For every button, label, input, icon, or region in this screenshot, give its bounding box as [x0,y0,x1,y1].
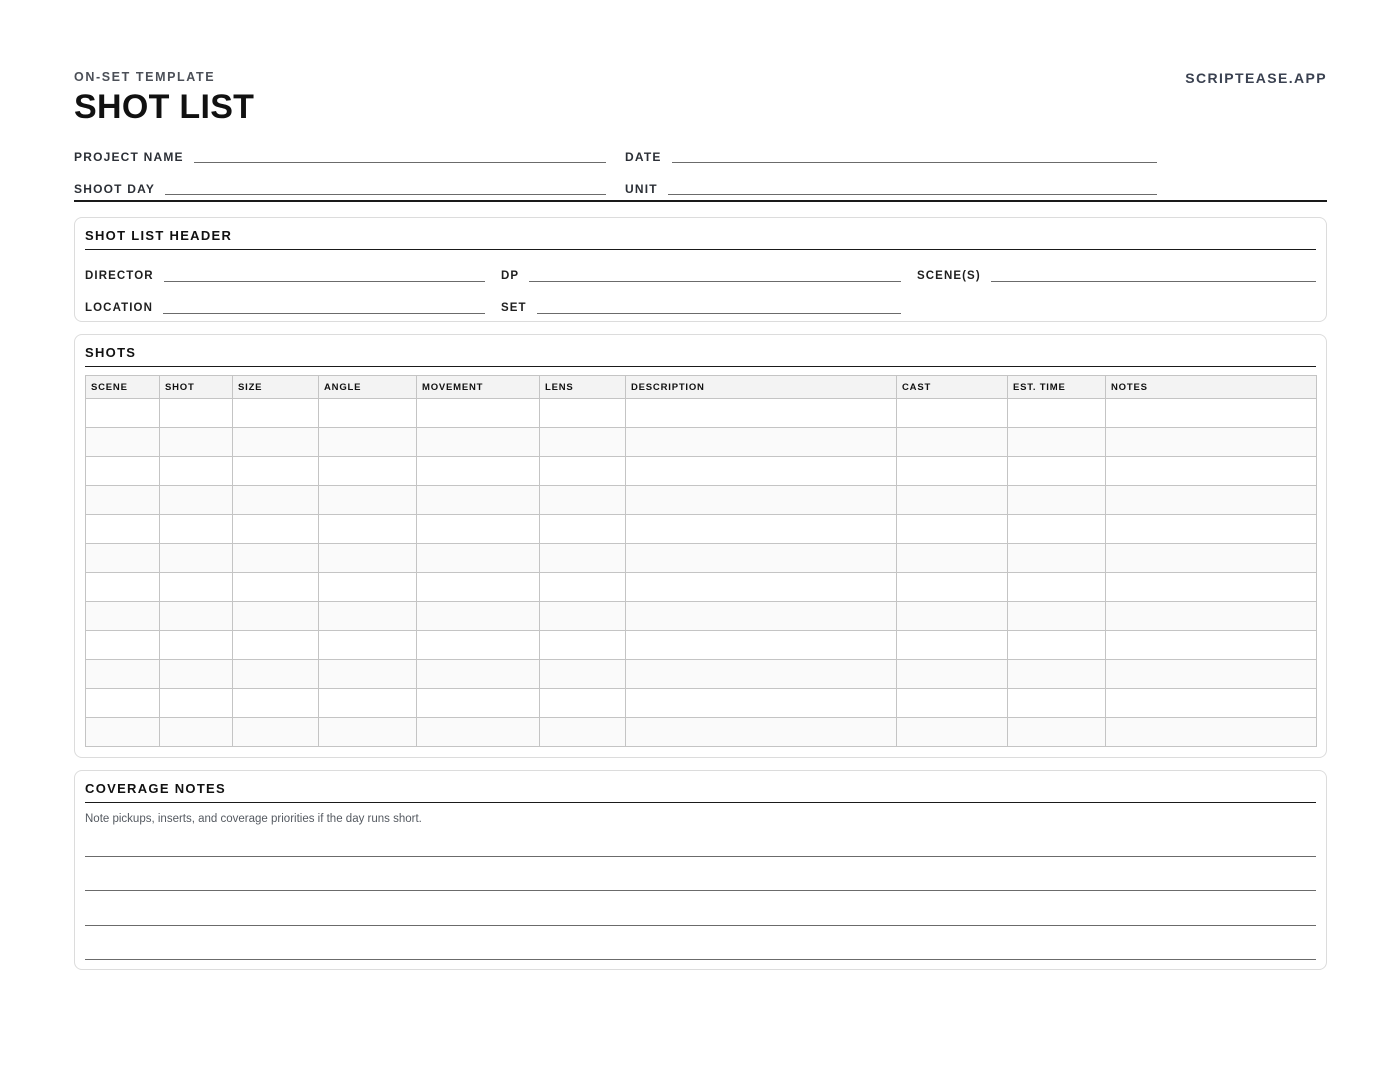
table-cell[interactable] [540,660,626,689]
column-header-scene: SCENE [86,376,160,399]
date-line[interactable] [672,149,1157,163]
column-header-est-time: EST. TIME [1008,376,1106,399]
table-cell[interactable] [233,428,319,457]
table-row [86,660,1317,689]
director-line[interactable] [164,268,485,282]
table-cell[interactable] [417,544,540,573]
column-header-angle: ANGLE [319,376,417,399]
table-cell[interactable] [319,573,417,602]
table-cell[interactable] [897,602,1008,631]
table-cell[interactable] [233,631,319,660]
table-cell[interactable] [626,631,897,660]
meta-row-2 [74,176,1157,196]
table-cell[interactable] [417,689,540,718]
table-cell[interactable] [1106,486,1317,515]
set-field[interactable] [501,295,901,315]
shots-header-row [86,376,1317,399]
table-row [86,457,1317,486]
table-cell[interactable] [319,457,417,486]
shots-table-body [86,399,1317,747]
scenes-label: SCENE(S) [917,270,981,282]
project-name-label: PROJECT NAME [74,150,184,164]
shoot-day-line[interactable] [165,181,606,195]
table-cell[interactable] [1008,631,1106,660]
table-cell[interactable] [1106,660,1317,689]
shots-table [85,375,1317,747]
shot-list-page [74,68,1327,825]
table-cell[interactable] [1106,718,1317,747]
table-cell[interactable] [86,486,160,515]
table-row [86,689,1317,718]
table-cell[interactable] [160,631,233,660]
table-cell[interactable] [1106,602,1317,631]
table-cell[interactable] [897,399,1008,428]
shots-section [74,334,1327,758]
shot-list-header-title: SHOT LIST HEADER [85,228,1316,250]
table-cell[interactable] [540,544,626,573]
table-cell[interactable] [1008,573,1106,602]
column-header-lens: LENS [540,376,626,399]
column-header-movement: MOVEMENT [417,376,540,399]
table-cell[interactable] [319,689,417,718]
meta-row-1 [74,144,1157,164]
table-cell[interactable] [626,718,897,747]
table-cell[interactable] [540,399,626,428]
project-name-line[interactable] [194,149,606,163]
table-cell[interactable] [1008,399,1106,428]
table-cell[interactable] [897,544,1008,573]
coverage-note-line-3[interactable] [85,925,1316,926]
table-cell[interactable] [86,718,160,747]
table-cell[interactable] [86,602,160,631]
table-cell[interactable] [540,486,626,515]
table-cell[interactable] [233,689,319,718]
table-row [86,573,1317,602]
table-cell[interactable] [626,515,897,544]
column-header-size: SIZE [233,376,319,399]
location-line[interactable] [163,300,485,314]
table-cell[interactable] [417,573,540,602]
table-cell[interactable] [417,457,540,486]
table-cell[interactable] [417,428,540,457]
table-cell[interactable] [897,573,1008,602]
table-cell[interactable] [1106,457,1317,486]
table-cell[interactable] [86,573,160,602]
table-cell[interactable] [417,602,540,631]
table-cell[interactable] [540,602,626,631]
set-line[interactable] [537,300,901,314]
table-cell[interactable] [897,486,1008,515]
table-cell[interactable] [160,718,233,747]
table-row [86,602,1317,631]
table-cell[interactable] [540,515,626,544]
location-label: LOCATION [85,302,153,314]
table-cell[interactable] [540,457,626,486]
table-cell[interactable] [626,544,897,573]
table-cell[interactable] [626,486,897,515]
unit-label: UNIT [625,182,658,196]
table-cell[interactable] [1008,718,1106,747]
table-cell[interactable] [233,515,319,544]
coverage-notes-hint: Note pickups, inserts, and coverage priorities if the day runs short. [85,813,422,825]
table-cell[interactable] [1106,399,1317,428]
table-row [86,544,1317,573]
table-cell[interactable] [1106,689,1317,718]
table-cell[interactable] [626,602,897,631]
table-cell[interactable] [160,602,233,631]
table-cell[interactable] [417,660,540,689]
table-cell[interactable] [160,399,233,428]
table-cell[interactable] [897,515,1008,544]
table-cell[interactable] [319,515,417,544]
table-cell[interactable] [319,486,417,515]
unit-field[interactable] [625,176,1157,196]
table-cell[interactable] [897,457,1008,486]
coverage-note-line-4[interactable] [85,959,1316,960]
table-cell[interactable] [233,544,319,573]
table-cell[interactable] [1008,515,1106,544]
table-cell[interactable] [319,399,417,428]
table-cell[interactable] [626,399,897,428]
coverage-note-line-2[interactable] [85,890,1316,891]
table-cell[interactable] [417,399,540,428]
column-header-notes: NOTES [1106,376,1317,399]
table-cell[interactable] [897,660,1008,689]
brand-link[interactable]: SCRIPTEASE.APP [1185,70,1327,86]
table-cell[interactable] [160,457,233,486]
table-cell[interactable] [1008,457,1106,486]
set-label: SET [501,302,527,314]
location-field[interactable] [85,295,485,315]
table-cell[interactable] [86,515,160,544]
shots-title: SHOTS [85,345,1316,367]
table-cell[interactable] [540,689,626,718]
table-cell[interactable] [417,631,540,660]
table-cell[interactable] [1008,544,1106,573]
coverage-notes-title: COVERAGE NOTES [85,781,1316,803]
table-cell[interactable] [319,428,417,457]
table-cell[interactable] [319,544,417,573]
table-cell[interactable] [540,573,626,602]
table-cell[interactable] [626,689,897,718]
table-cell[interactable] [626,660,897,689]
table-cell[interactable] [233,573,319,602]
table-cell[interactable] [86,689,160,718]
dp-line[interactable] [529,268,901,282]
coverage-notes-section [74,770,1327,970]
table-cell[interactable] [1106,515,1317,544]
page-title: SHOT LIST [74,88,255,126]
table-cell[interactable] [86,660,160,689]
document-header [74,68,1327,202]
table-cell[interactable] [417,515,540,544]
table-cell[interactable] [319,602,417,631]
director-label: DIRECTOR [85,270,154,282]
dp-label: DP [501,270,520,282]
shoot-day-field[interactable] [74,176,606,196]
table-cell[interactable] [1106,631,1317,660]
table-row [86,428,1317,457]
table-cell[interactable] [233,660,319,689]
table-cell[interactable] [897,718,1008,747]
director-field[interactable] [85,263,485,283]
column-header-cast: CAST [897,376,1008,399]
table-cell[interactable] [540,718,626,747]
unit-line[interactable] [668,181,1157,195]
table-cell[interactable] [86,428,160,457]
table-cell[interactable] [233,486,319,515]
shoot-day-label: SHOOT DAY [74,182,156,196]
table-cell[interactable] [1008,602,1106,631]
table-cell[interactable] [897,631,1008,660]
table-cell[interactable] [1008,660,1106,689]
table-cell[interactable] [160,486,233,515]
table-cell[interactable] [160,515,233,544]
table-cell[interactable] [897,689,1008,718]
table-cell[interactable] [626,428,897,457]
table-cell[interactable] [897,428,1008,457]
table-cell[interactable] [86,631,160,660]
table-cell[interactable] [540,428,626,457]
table-cell[interactable] [319,631,417,660]
column-header-shot: SHOT [160,376,233,399]
table-cell[interactable] [1008,486,1106,515]
table-cell[interactable] [1106,573,1317,602]
coverage-note-line-1[interactable] [85,856,1316,857]
table-cell[interactable] [319,718,417,747]
table-cell[interactable] [160,428,233,457]
project-name-field[interactable] [74,144,606,164]
table-cell[interactable] [233,602,319,631]
table-cell[interactable] [417,486,540,515]
date-field[interactable] [625,144,1157,164]
table-cell[interactable] [233,399,319,428]
table-cell[interactable] [319,660,417,689]
table-cell[interactable] [626,457,897,486]
table-cell[interactable] [1008,689,1106,718]
table-row [86,515,1317,544]
table-row [86,399,1317,428]
table-cell[interactable] [1106,544,1317,573]
table-cell[interactable] [86,399,160,428]
table-cell[interactable] [160,544,233,573]
table-cell[interactable] [160,660,233,689]
table-cell[interactable] [417,718,540,747]
table-cell[interactable] [86,457,160,486]
table-cell[interactable] [626,573,897,602]
template-eyebrow: ON-SET TEMPLATE [74,70,216,84]
dp-field[interactable] [501,263,901,283]
table-row [86,718,1317,747]
table-cell[interactable] [1106,428,1317,457]
table-cell[interactable] [233,457,319,486]
scenes-field[interactable] [917,263,1316,283]
scenes-line[interactable] [991,268,1316,282]
table-row [86,631,1317,660]
table-cell[interactable] [160,573,233,602]
table-row [86,486,1317,515]
shot-list-header-section [74,217,1327,322]
column-header-description: DESCRIPTION [626,376,897,399]
table-cell[interactable] [540,631,626,660]
table-cell[interactable] [233,718,319,747]
table-cell[interactable] [86,544,160,573]
date-label: DATE [625,150,662,164]
table-cell[interactable] [160,689,233,718]
table-cell[interactable] [1008,428,1106,457]
